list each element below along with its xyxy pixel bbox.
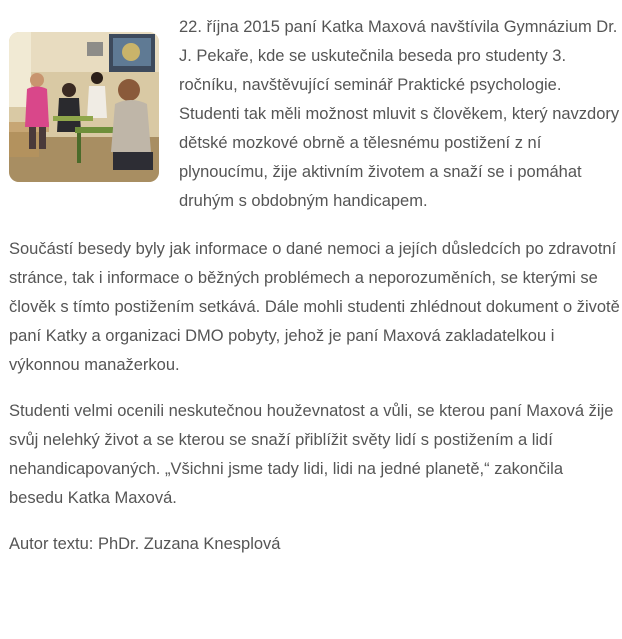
author-credit: Autor textu: PhDr. Zuzana Knesplová	[9, 535, 281, 553]
paragraph-conclusion: Studenti velmi ocenili neskutečnou houževnatost a vůli, se kterou paní Maxová žije svůj nelehký život a se kterou se snaží přiblížit světy lidí s postižením a lidí nehandicapovaných. „Všichni jsme tady lidi, lidi na jedné planetě,“ zakončila besedu Katka Maxová.	[9, 402, 614, 507]
classroom-photo-graphic	[9, 32, 159, 182]
article	[9, 13, 621, 576]
paragraph-intro: 22. října 2015 paní Katka Maxová navštívila Gymnázium Dr. J. Pekaře, kde se uskutečnila beseda pro studenty 3. ročníku, navštěvující seminář Praktické psychologie. Studenti tak měli možnost mluvit s člověkem, který navzdory dětské mozkové obrně a tělesnému postižení z ní plynoucímu, žije aktivním životem a snaží se i pomáhat druhým s obdobným handicapem.	[179, 18, 620, 210]
classroom-photo	[9, 32, 159, 182]
paragraph-content: Součástí besedy byly jak informace o dané nemoci a jejích důsledcích po zdravotní stránce, tak i informace o běžných problémech a neporozuměních, se kterými se člověk s tímto postižením setkává. Dále mohli studenti zhlédnout dokument o životě paní Katky a organizaci DMO pobyty, jehož je paní Maxová zakladatelkou i výkonnou manažerkou.	[9, 240, 620, 374]
